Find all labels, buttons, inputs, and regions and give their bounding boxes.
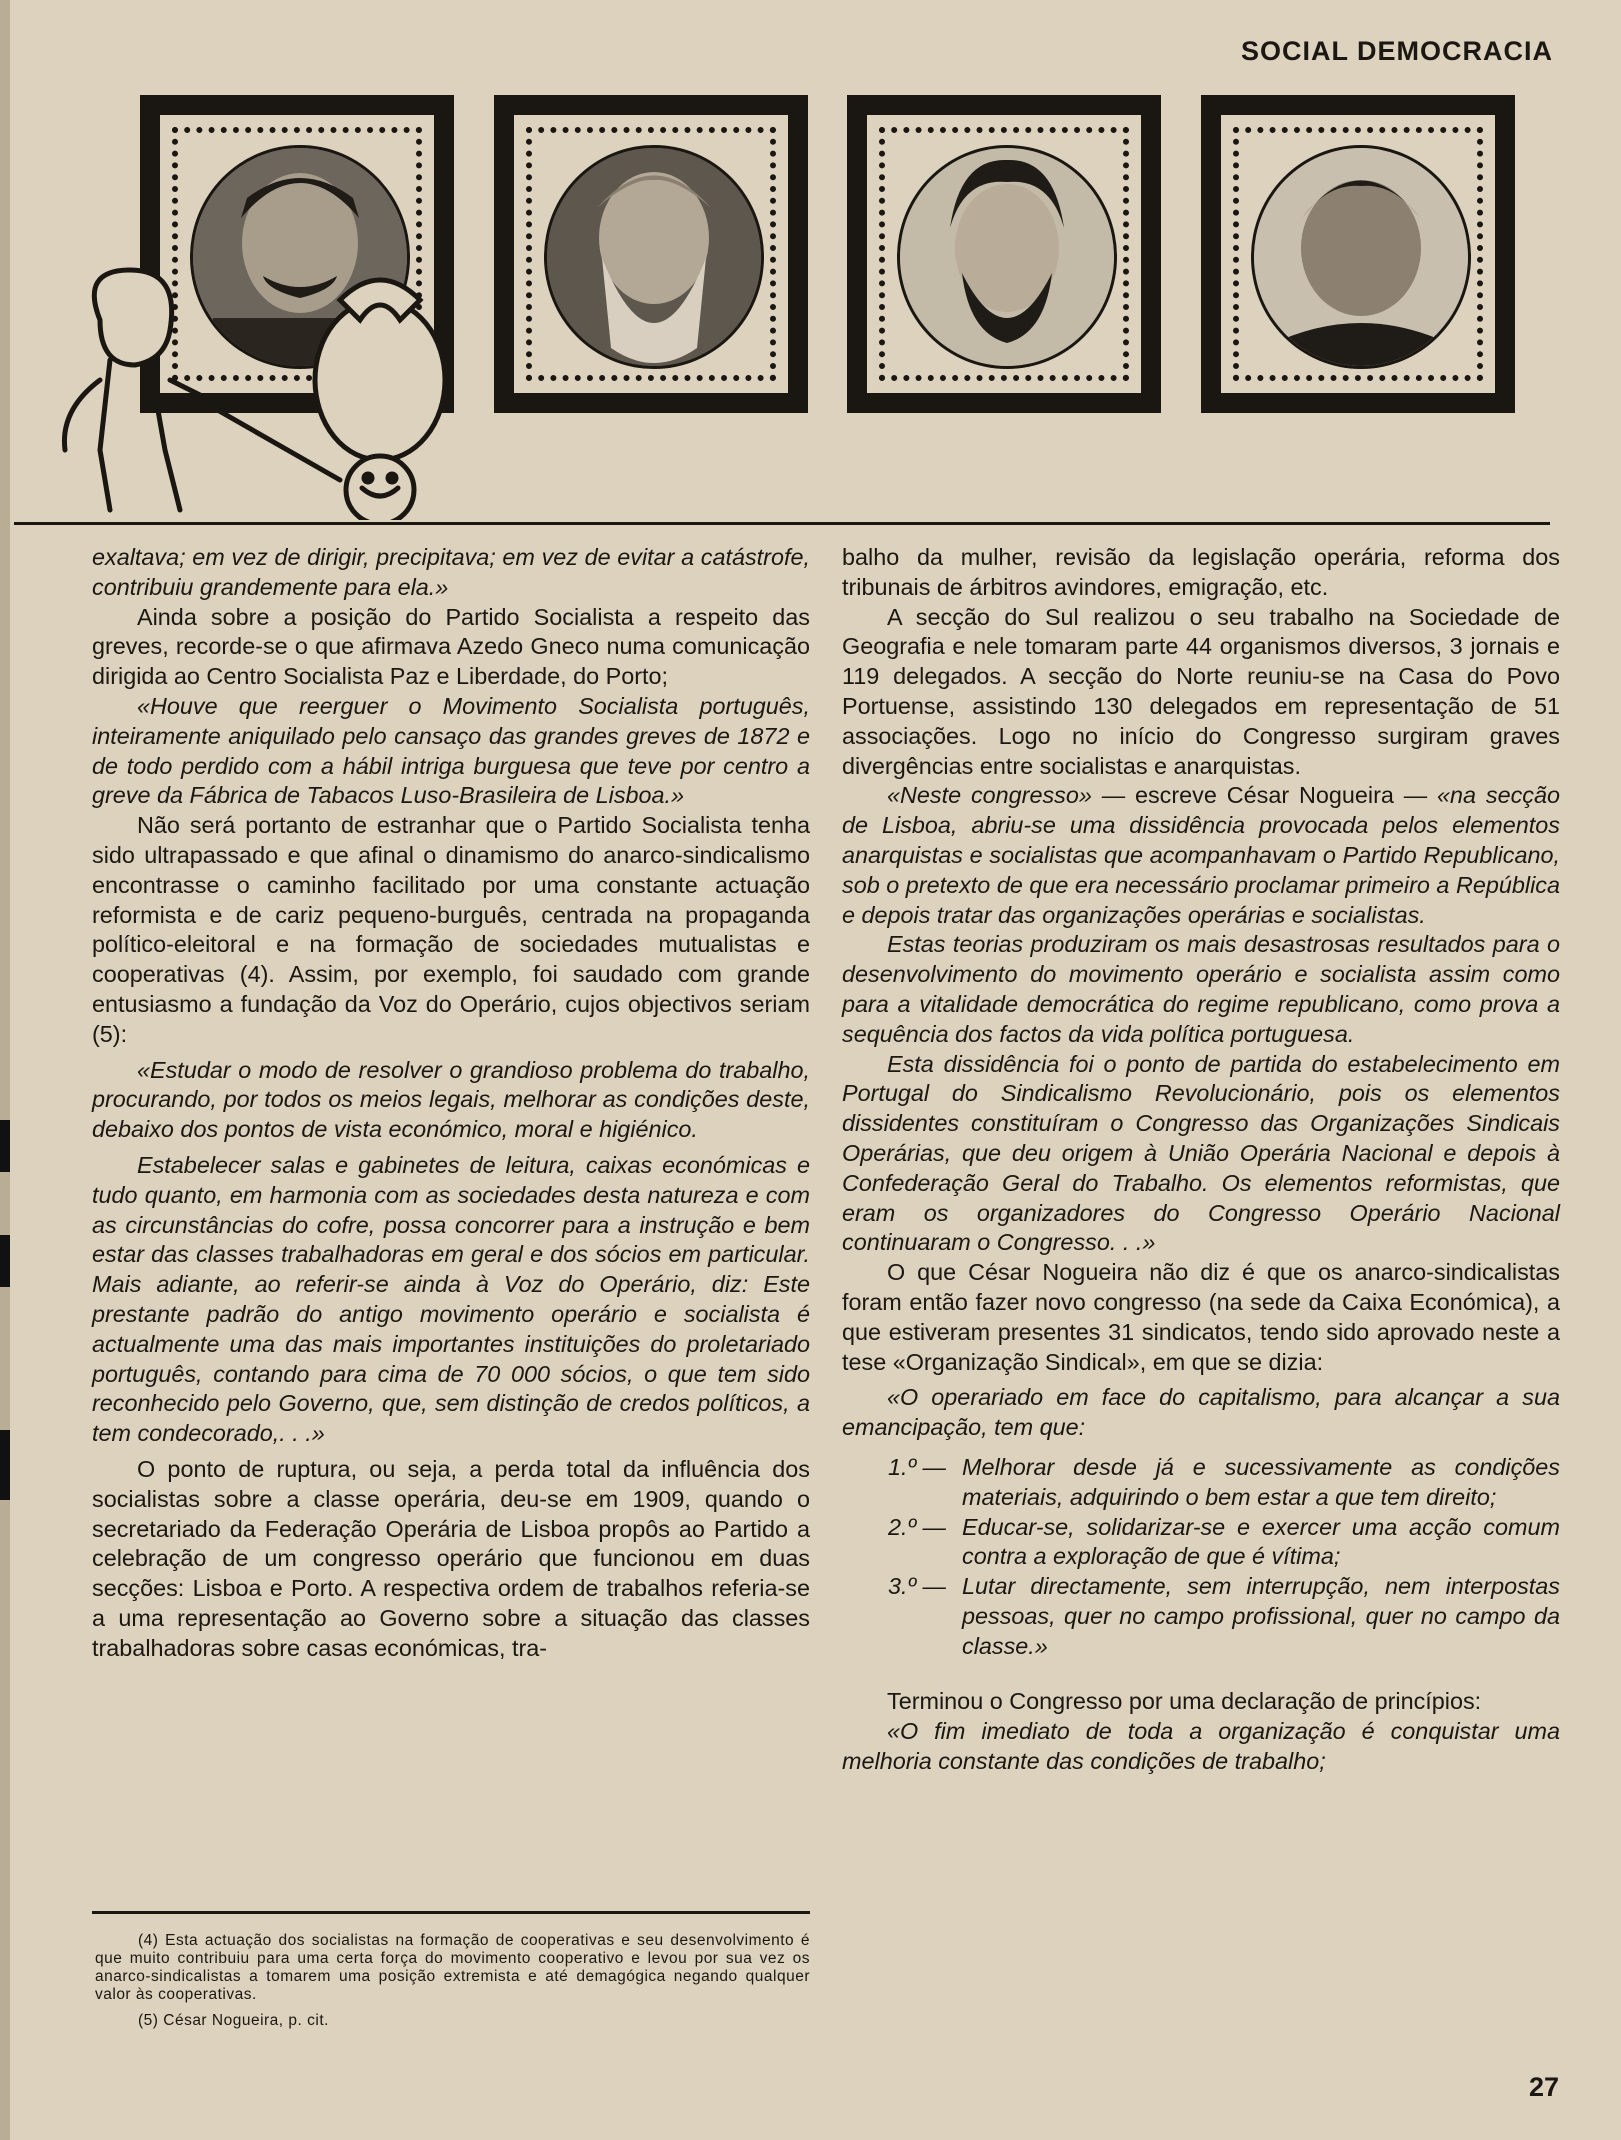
quote-paragraph: «O fim imediato de toda a organização é conquistar uma melhoria constante das condições de trabalho; [842,1718,1560,1775]
quote-paragraph: Estabelecer salas e gabinetes de leitura, caixas económicas e tudo quanto, em harmonia com as sociedades desta natureza e com as circunstâncias do cofre, possa concorrer para a instrução e bem estar das classes trabalhadoras em geral e dos sócios em particular. Mais adiante, ao referir-se ainda à Voz do Operário, diz: Este prestante padrão do antigo movimento operário e socialista é actualmente uma das mais importantes instituições do proletariado português, contando para cima de 70 000 sócios, o que tem sido reconhecido pelo Governo, que, sem distinção de credos políticos, a tem condecorado,. . .» [92,1151,810,1447]
list-item [842,1513,1560,1573]
page-number: 27 [1528,2072,1559,2102]
footnote-4: (4) Esta actuação dos socialistas na formação de cooperativas e seu desenvolvimento é que muito contribuiu para uma certa força do movimento cooperativo e levou por sua vez os anarco-sindicalistas a tomarem uma posição extremista e até demagógica negando qualquer valor às cooperativas. [95,1932,810,2003]
footnote-5: (5) César Nogueira, p. cit. [138,2012,329,2029]
spine-mark [0,1120,10,1172]
list-number: 3.º — [842,1572,962,1661]
quote-paragraph: Estas teorias produziram os mais desastrosas resultados para o desenvolvimento do movimento operário e socialista assim como para a vitalidade democrática do regime republicano, como prova a sequência dos factos da vida política portuguesa. [842,931,1560,1047]
column-left [92,543,810,1663]
list-text: Educar-se, solidarizar-se e exercer uma acção comum contra a exploração de que é vítima; [962,1513,1560,1570]
footnotes [95,1932,810,2038]
paragraph: A secção do Sul realizou o seu trabalho na Sociedade de Geografia e nele tomaram parte 44 organismos diversos, 3 jornais e 119 delegados. A secção do Norte reuniu-se na Casa do Povo Portuense, assistindo 130 delegados em representação de 51 associações. Logo no início do Congresso surgiram graves divergências entre socialistas e anarquistas. [842,603,1560,779]
list-number: 2.º — [842,1513,962,1573]
portrait-photo-3 [897,145,1117,369]
paragraph: Ainda sobre a posição do Partido Socialista a respeito das greves, recorde-se o que afirmava Azedo Gneco numa comunicação dirigida ao Centro Socialista Paz e Liberdade, do Porto; [92,603,810,690]
principles-list [842,1453,1560,1662]
paragraph [842,781,1560,930]
caricature-drawing [40,260,510,520]
portrait-photo-2 [544,145,764,369]
list-item [842,1572,1560,1661]
column-right [842,543,1560,1777]
portrait-frame-3 [847,95,1161,413]
list-text: Lutar directamente, sem interrupção, nem interpostas pessoas, quer no campo profissional, quer no campo da classe.» [962,1573,1560,1659]
portrait-frame-4 [1201,95,1515,413]
paragraph: Terminou o Congresso por uma declaração de princípios: [887,1688,1482,1715]
quote-paragraph: «Houve que reerguer o Movimento Socialista português, inteiramente aniquilado pelo cansaço das grandes greves de 1872 e de todo perdido com a hábil intriga burguesa que teve por centro a greve da Fábrica de Tabacos Luso-Brasileira de Lisboa.» [92,692,810,809]
paragraph: Não será portanto de estranhar que o Partido Socialista tenha sido ultrapassado e que afinal o dinamismo do anarco-sindicalismo encontrasse o caminho facilitado por uma constante actuação reformista e de cariz pequeno-burguês, centrada na propaganda político-eleitoral e na formação de sociedades mutualistas e cooperativas (4). Assim, por exemplo, foi saudado com grande entusiasmo a fundação da Voz do Operário, cujos objectivos seriam (5): [92,812,810,1047]
section-divider [14,522,1550,525]
spine-mark [0,1235,10,1287]
paragraph: exaltava; em vez de dirigir, precipitava; em vez de evitar a catástrofe, contribuiu grandemente para ela.» [92,544,810,600]
portrait-frame-2 [494,95,808,413]
section-title: SOCIAL DEMOCRACIA [1240,36,1553,66]
footnote-divider [92,1911,810,1914]
list-number: 1.º — [842,1453,962,1513]
quote-paragraph: «O operariado em face do capitalismo, para alcançar a sua emancipação, tem que: [842,1384,1560,1441]
quote-text: «na secção de Lisboa, abriu-se uma dissidência provocada pelos elementos anarquistas e socialistas que acompanhavam o Partido Republicano, sob o pretexto de que era necessário proclamar primeiro a República e depois tratar das organizações operárias e socialistas. [842,782,1560,928]
paragraph: O ponto de ruptura, ou seja, a perda total da influência dos socialistas sobre a classe operária, deu-se em 1909, quando o secretariado da Federação Operária de Lisboa propôs ao Partido a celebração de um congresso operário que funcionou em duas secções: Lisboa e Porto. A respectiva ordem de trabalhos referia-se a uma representação ao Governo sobre a situação das classes trabalhadoras sobre casas económicas, tra- [92,1455,810,1661]
paragraph: O que César Nogueira não diz é que os anarco-sindicalistas foram então fazer novo congresso (na sede da Caixa Económica), a que estiveram presentes 31 sindicatos, tendo sido aprovado neste a tese «Organização Sindical», em que se dizia: [842,1259,1560,1375]
paragraph: balho da mulher, revisão da legislação operária, reforma dos tribunais de árbitros avindores, emigração, etc. [842,544,1560,600]
attribution: — escreve César Nogueira — [1091,782,1437,809]
quote-paragraph: «Estudar o modo de resolver o grandioso problema do trabalho, procurando, por todos os meios legais, melhorar as condições deste, debaixo dos pontos de vista económico, moral e higiénico. [92,1056,810,1143]
list-text: Melhorar desde já e sucessivamente as condições materiais, adquirindo o bem estar a que tem direito; [962,1453,1560,1510]
quote-lead: «Neste congresso» [887,782,1092,809]
list-item [842,1453,1560,1513]
portrait-photo-4 [1251,145,1471,369]
quote-paragraph: Esta dissidência foi o ponto de partida do estabelecimento em Portugal do Sindicalismo Revolucionário, pois os elementos dissidentes constituíram o Congresso das Organizações Sindicais Operárias, que deu origem à União Operária Nacional e depois à Confederação Geral do Trabalho. Os elementos reformistas, que eram os organizadores do Congresso Operário Nacional continuaram o Congresso. . .» [842,1050,1560,1256]
